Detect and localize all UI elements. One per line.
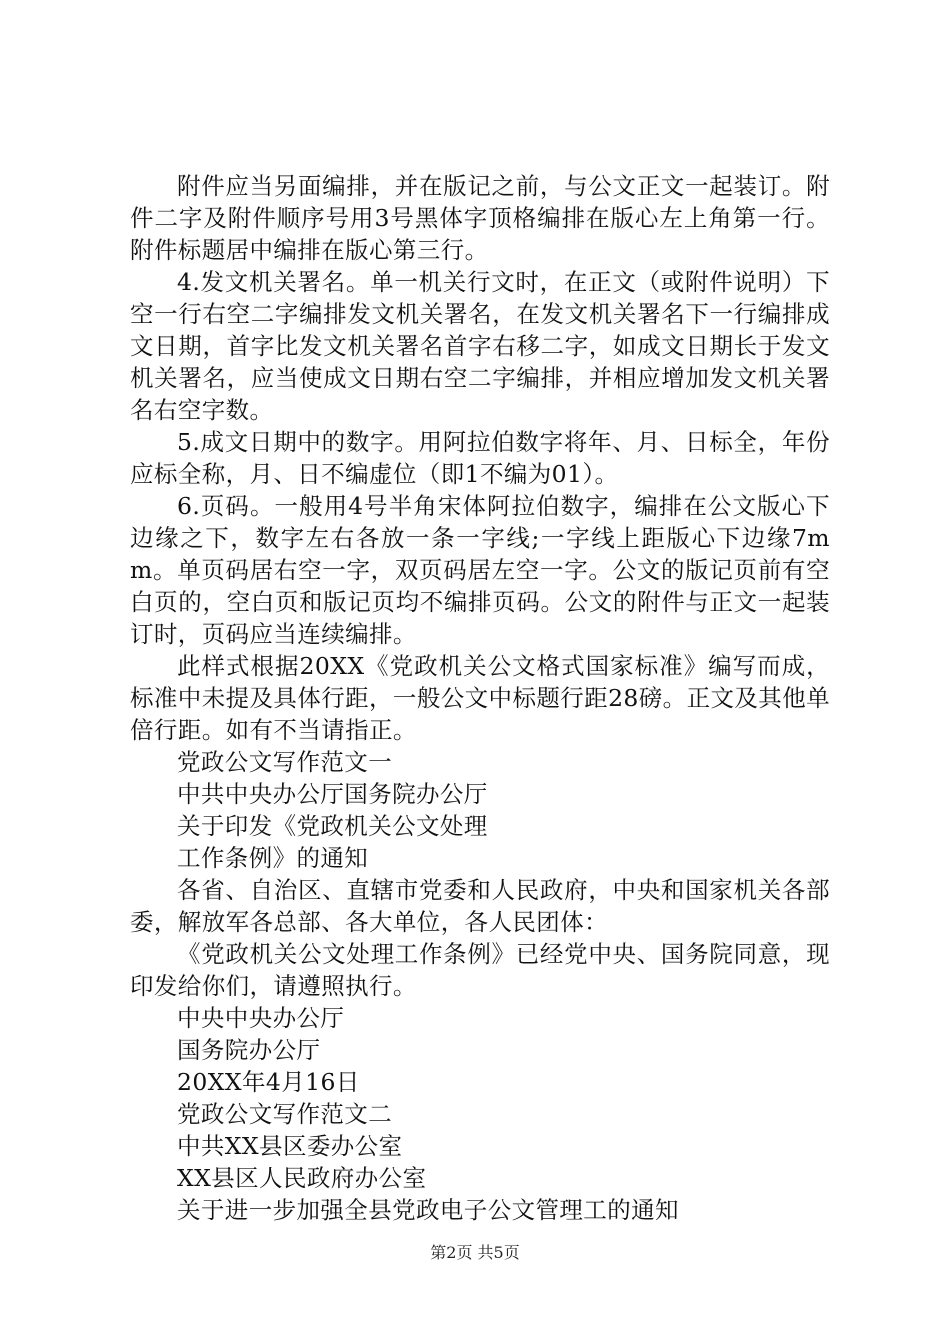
paragraph-attachment: 附件应当另面编排，并在版记之前，与公文正文一起装订。附件二字及附件顺序号用3号黑体字顶格编排在版心左上角第一行。附件标题居中编排在版心第三行。	[130, 172, 830, 264]
notice-title-line-1: 关于印发《党政机关公文处理	[177, 812, 488, 840]
county-government-office: XX县区人民政府办公室	[177, 1164, 427, 1192]
notice-title-line-2: 工作条例》的通知	[177, 844, 369, 872]
signature-office-2: 国务院办公厅	[177, 1036, 321, 1064]
paragraph-style-note: 此样式根据20XX《党政机关公文格式国家标准》编写而成，标准中未提及具体行距，一般公文中标题行距28磅。正文及其他单倍行距。如有不当请指正。	[130, 652, 830, 744]
notice-body: 《党政机关公文处理工作条例》已经党中央、国务院同意，现印发给你们，请遵照执行。	[130, 940, 830, 1000]
sample-title-1: 党政公文写作范文一	[177, 748, 393, 776]
county-party-office: 中共XX县区委办公室	[177, 1132, 403, 1160]
paragraph-date-digits: 5.成文日期中的数字。用阿拉伯数字将年、月、日标全，年份应标全称，月、日不编虚位（即1不编为01）。	[130, 428, 830, 488]
issuing-office-line: 中共中央办公厅国务院办公厅	[177, 780, 488, 808]
page-footer	[0, 1242, 950, 1264]
paragraph-page-number: 6.页码。一般用4号半角宋体阿拉伯数字，编排在公文版心下边缘之下，数字左右各放一条一字线;一字线上距版心下边缘7mm。单页码居右空一字，双页码居左空一字。公文的版记页前有空白页的，空白页和版记页均不编排页码。公文的附件与正文一起装订时，页码应当连续编排。	[130, 492, 830, 648]
signature-office-1: 中央中央办公厅	[177, 1004, 345, 1032]
notice-title-2: 关于进一步加强全县党政电子公文管理工的通知	[177, 1196, 679, 1224]
sample-title-2: 党政公文写作范文二	[177, 1100, 393, 1128]
document-body	[130, 170, 830, 1226]
paragraph-issuer-signature: 4.发文机关署名。单一机关行文时，在正文（或附件说明）下空一行右空二字编排发文机关署名，在发文机关署名下一行编排成文日期，首字比发文机关署名首字右移二字，如成文日期长于发文机关署名，应当使成文日期右空二字编排，并相应增加发文机关署名右空字数。	[130, 268, 830, 424]
notice-recipients: 各省、自治区、直辖市党委和人民政府，中央和国家机关各部委，解放军各总部、各大单位，各人民团体：	[130, 876, 830, 936]
signature-date: 20XX年4月16日	[177, 1068, 360, 1096]
page-number-label: 第2页 共5页	[430, 1243, 520, 1262]
